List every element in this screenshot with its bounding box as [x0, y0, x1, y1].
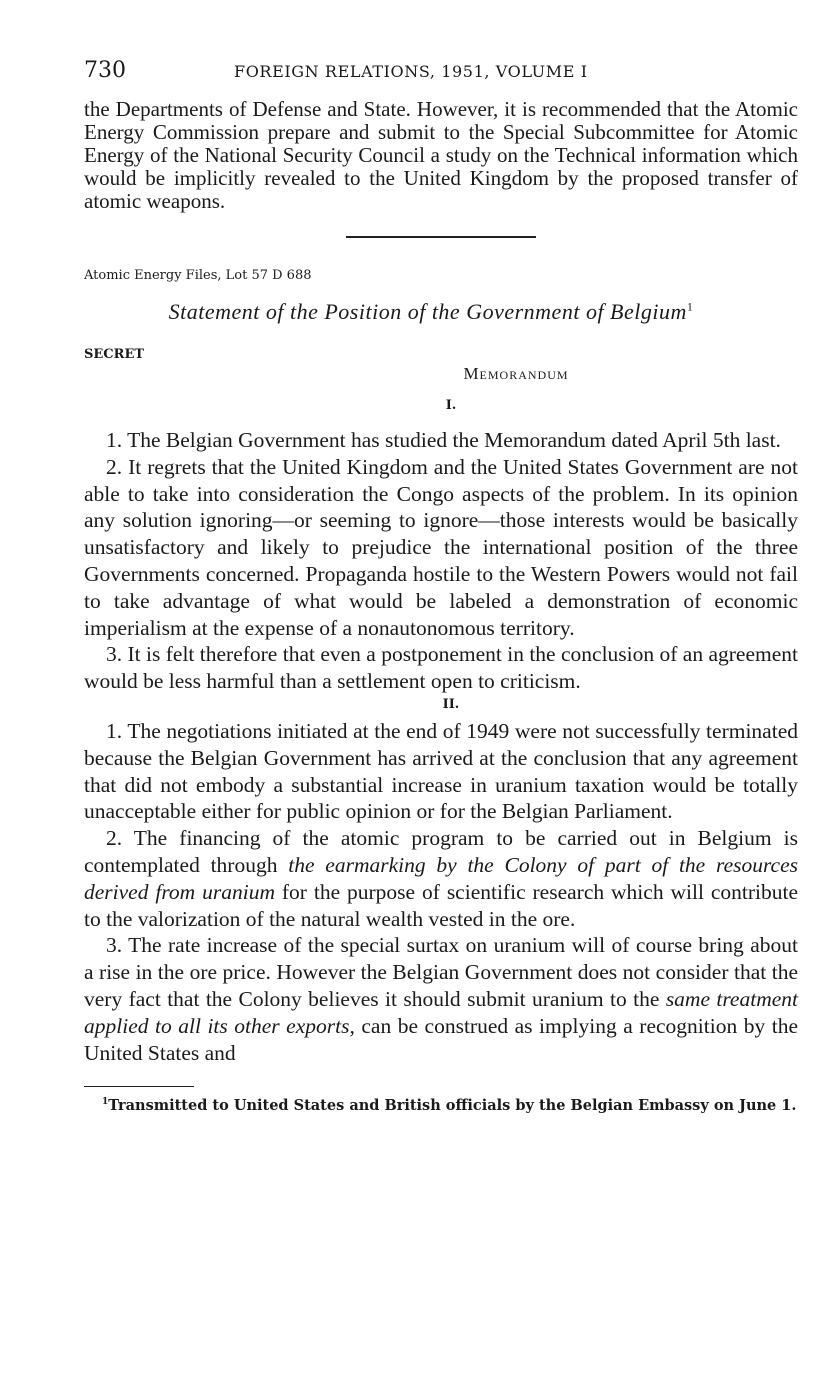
- section-2-paragraph-3-lead: 3. The rate increase of the special surtax on uranium will of course bring about a rise in the ore price. However the Belgian Government does not consider that the very fact that the Colony believes it should submit uranium to the: [84, 933, 798, 1011]
- running-header: [84, 58, 798, 98]
- section-2-paragraph-3-tail: , can be construed as implying a recognition by the United States and: [84, 1013, 798, 1065]
- memo-heading: Memorandum: [463, 364, 569, 383]
- intro-paragraph: the Departments of Defense and State. However, it is recommended that the Atomic Energy Commission prepare and submit to the Special Subcommittee for Atomic Energy of the National Security Council a study on the Technical information which would be implicitly revealed to the United Kingdom by the proposed transfer of atomic weapons.: [84, 97, 798, 213]
- document-page: [84, 58, 798, 1115]
- footnote: [84, 1093, 798, 1115]
- section-2-paragraph-2-lead: 2. The financing of the atomic program to be carried out in Belgium is contemplated through: [84, 826, 798, 877]
- page-number: 730: [84, 58, 126, 83]
- section-numeral-1: I.: [445, 398, 457, 413]
- document-title-text: Statement of the Position of the Government of Belgium: [168, 299, 687, 324]
- section-2-body: [84, 718, 798, 1066]
- footnote-marker: 1: [102, 1097, 109, 1108]
- source-note: Atomic Energy Files, Lot 57 D 688: [84, 268, 312, 283]
- section-2-paragraph-1: 1. The negotiations initiated at the end of 1949 were not successfully terminated because the Belgian Government has arrived at the conclusion that any agreement that did not embody a substantial increase in uranium taxation would be totally unacceptable either for public opinion or for the Belgian Parliament.: [84, 718, 798, 824]
- section-1-paragraph-2: 2. It regrets that the United Kingdom and the United States Government are not able to take into consideration the Congo aspects of the problem. In its opinion any solution ignoring—or seeming to ignore—those interests would be basically unsatisfactory and likely to prejudice the international position of the three Governments concerned. Propaganda hostile to the Western Powers would not fail to take advantage of what would be labeled a demonstration of economic imperialism at the expense of a nonautonomous territory.: [84, 454, 798, 640]
- section-numeral-2: II.: [442, 696, 460, 712]
- document-title: [84, 299, 798, 325]
- footnote-divider: [84, 1086, 194, 1087]
- running-title: FOREIGN RELATIONS, 1951, VOLUME I: [234, 62, 588, 81]
- section-2-paragraph-3-italic: same treatment applied to all its other exports: [84, 986, 798, 1038]
- section-1-paragraph-1: 1. The Belgian Government has studied the Memorandum dated April 5th last.: [106, 428, 781, 452]
- footnote-reference: 1: [686, 299, 694, 314]
- section-2-paragraph-2: [84, 825, 798, 932]
- section-divider: [346, 236, 536, 238]
- section-1-body: [84, 427, 798, 695]
- section-2-paragraph-2-italic: the earmarking by the Colony of part of the resources derived from uranium: [84, 852, 798, 904]
- footnote-text: Transmitted to United States and British officials by the Belgian Embassy on June 1.: [108, 1097, 797, 1115]
- classification-marking: SECRET: [84, 347, 145, 362]
- section-2-paragraph-3: [84, 932, 798, 1066]
- section-2-paragraph-2-tail: for the purpose of scientific research which will contribute to the valorization of the natural wealth vested in the ore.: [84, 879, 798, 931]
- section-1-paragraph-3: 3. It is felt therefore that even a postponement in the conclusion of an agreement would be less harmful than a settlement open to criticism.: [84, 642, 798, 694]
